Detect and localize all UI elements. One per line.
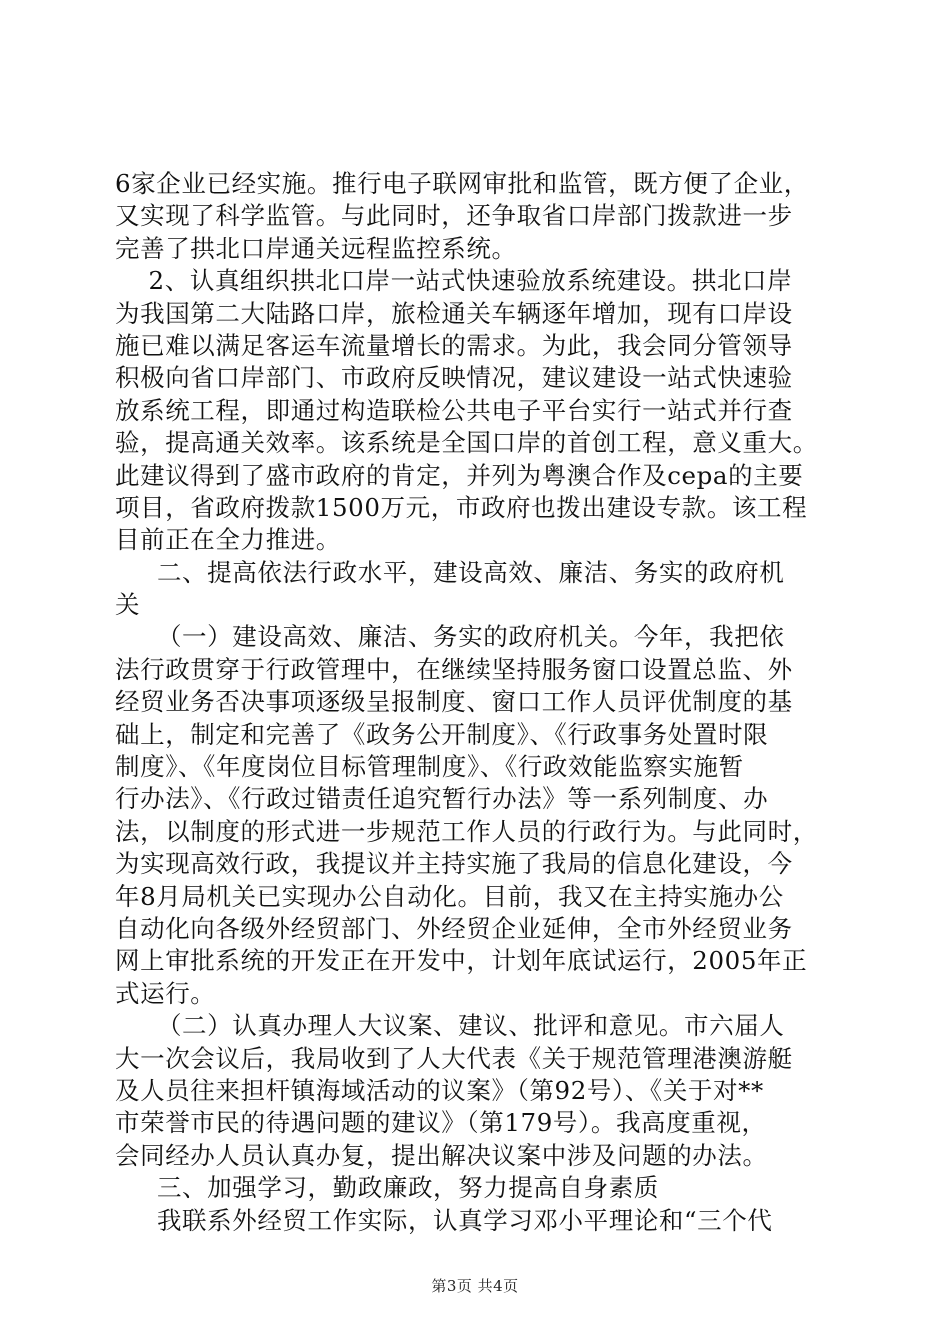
text-line: 完善了拱北口岸通关远程监控系统。: [115, 233, 517, 263]
text-line: 项目，省政府拨款1500万元，市政府也拨出建设专款。该工程: [115, 492, 808, 522]
text-line: （二）认真办理人大议案、建议、批评和意见。市六届人: [115, 1011, 785, 1041]
text-line: 为我国第二大陆路口岸，旅检通关车辆逐年增加，现有口岸设: [115, 298, 793, 328]
text-line: 法，以制度的形式进一步规范工作人员的行政行为。与此同时，: [115, 816, 818, 846]
document-body: [115, 168, 850, 1237]
text-line: 我联系外经贸工作实际，认真学习邓小平理论和“三个代: [115, 1205, 773, 1235]
text-line: 自动化向各级外经贸部门、外经贸企业延伸，全市外经贸业务: [115, 913, 793, 943]
text-line: 式运行。: [115, 978, 216, 1008]
text-line: 关: [115, 590, 141, 620]
text-line: （一）建设高效、廉洁、务实的政府机关。今年，我把依: [115, 622, 785, 652]
text-line: 二、提高依法行政水平，建设高效、廉洁、务实的政府机: [115, 557, 785, 587]
text-line: 验，提高通关效率。该系统是全国口岸的首创工程，意义重大。: [115, 428, 818, 458]
text-line: 础上，制定和完善了《政务公开制度》、《行政事务处置时限: [115, 719, 769, 749]
text-line: 施已难以满足客运车流量增长的需求。为此，我会同分管领导: [115, 330, 793, 360]
text-line: 为实现高效行政，我提议并主持实施了我局的信息化建设，今: [115, 849, 793, 879]
text-line: 积极向省口岸部门、市政府反映情况，建议建设一站式快速验: [115, 363, 793, 393]
text-line: 市荣誉市民的待遇问题的建议》（第179号）。我高度重视，: [115, 1108, 767, 1138]
text-line: 大一次会议后，我局收到了人大代表《关于规范管理港澳游艇: [115, 1043, 793, 1073]
text-line: 及人员往来担杆镇海域活动的议案》（第92号）、《关于对**: [115, 1075, 764, 1105]
text-line: 三、加强学习，勤政廉政，努力提高自身素质: [115, 1173, 659, 1203]
text-line: 目前正在全力推进。: [115, 525, 341, 555]
page-footer: 第3页 共4页: [431, 1277, 519, 1295]
text-line: 6家企业已经实施。推行电子联网审批和监管，既方便了企业，: [115, 169, 809, 198]
text-line: 年8月局机关已实现办公自动化。目前，我又在主持实施办公: [115, 881, 784, 911]
text-line: 经贸业务否决事项逐级呈报制度、窗口工作人员评优制度的基: [115, 687, 793, 717]
text-line: 网上审批系统的开发正在开发中，计划年底试运行，2005年正: [115, 946, 808, 976]
text-line: 此建议得到了盛市政府的肯定，并列为粤澳合作及cepa的主要: [115, 460, 804, 490]
text-line: 法行政贯穿于行政管理中，在继续坚持服务窗口设置总监、外: [115, 654, 793, 684]
text-line: 制度》、《年度岗位目标管理制度》、《行政效能监察实施暂: [115, 752, 744, 782]
text-line: 放系统工程，即通过构造联检公共电子平台实行一站式并行查: [115, 395, 793, 425]
text-line: 会同经办人员认真办复，提出解决议案中涉及问题的办法。: [115, 1140, 768, 1170]
text-line: 行办法》、《行政过错责任追究暂行办法》等一系列制度、办: [115, 784, 769, 814]
text-line: 又实现了科学监管。与此同时，还争取省口岸部门拨款进一步: [115, 201, 793, 231]
text-line: 2、认真组织拱北口岸一站式快速验放系统建设。拱北口岸: [115, 266, 793, 296]
